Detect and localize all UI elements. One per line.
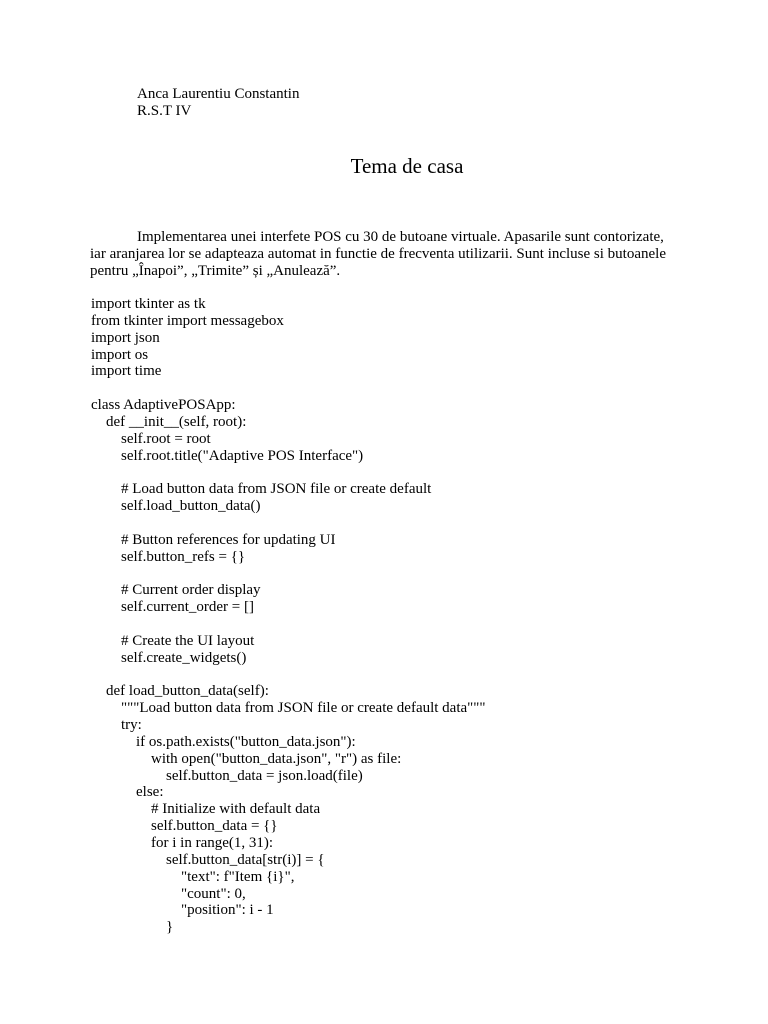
code-line: else: [91, 784, 164, 801]
code-line: class AdaptivePOSApp: [91, 397, 236, 414]
code-line [91, 566, 486, 583]
document-title: Tema de casa [350, 154, 464, 178]
code-line: def load_button_data(self): [91, 683, 269, 700]
code-line: self.button_data[str(i)] = { [91, 851, 325, 868]
code-line: self.root = root [91, 430, 211, 447]
description-line: pentru „Înapoi”, „Trimite” și „Anulează”. [90, 263, 341, 279]
code-line [91, 464, 486, 481]
code-line: from tkinter import messagebox [91, 312, 284, 329]
code-line: "text": f"Item {i}", [91, 868, 295, 885]
code-line: } [91, 919, 174, 936]
description-paragraph [90, 229, 708, 280]
code-line: self.button_data = json.load(file) [91, 767, 363, 784]
code-line [91, 667, 486, 684]
description-line: iar aranjarea lor se adapteaza automat in functie de frecventa utilizarii. Sunt incluse si butoanele [90, 246, 666, 262]
code-line: self.create_widgets() [91, 649, 247, 666]
description-line: Implementarea unei interfete POS cu 30 de butoane virtuale. Apasarile sunt contorizate, [137, 229, 664, 245]
code-line: if os.path.exists("button_data.json"): [91, 733, 356, 750]
code-line: self.button_refs = {} [91, 548, 246, 565]
code-block [91, 296, 486, 936]
code-line: import os [91, 346, 149, 363]
author-name: Anca Laurentiu Constantin [137, 86, 300, 102]
code-line: self.button_data = {} [91, 818, 278, 835]
code-line: self.load_button_data() [91, 498, 261, 515]
code-line: for i in range(1, 31): [91, 835, 274, 851]
code-line: import json [91, 329, 160, 346]
code-line: import time [91, 363, 162, 380]
code-line [91, 380, 486, 397]
code-line [91, 515, 486, 532]
code-line: self.current_order = [] [91, 599, 254, 616]
author-block [137, 86, 299, 120]
code-line: def __init__(self, root): [91, 413, 247, 430]
code-line: "position": i - 1 [91, 902, 274, 919]
code-line: try: [91, 717, 142, 734]
code-line: self.root.title("Adaptive POS Interface") [91, 447, 364, 464]
code-line: # Create the UI layout [91, 632, 255, 649]
code-line: # Initialize with default data [91, 801, 321, 818]
code-line: # Current order display [91, 582, 261, 599]
code-line: # Button references for updating UI [91, 531, 336, 548]
code-line: import tkinter as tk [91, 296, 206, 312]
code-line: "count": 0, [91, 885, 246, 902]
code-line: """Load button data from JSON file or create default data""" [91, 700, 486, 717]
code-line: # Load button data from JSON file or create default [91, 481, 432, 498]
code-line: with open("button_data.json", "r") as file: [91, 750, 402, 767]
author-group: R.S.T IV [137, 103, 192, 119]
code-line [91, 616, 486, 633]
